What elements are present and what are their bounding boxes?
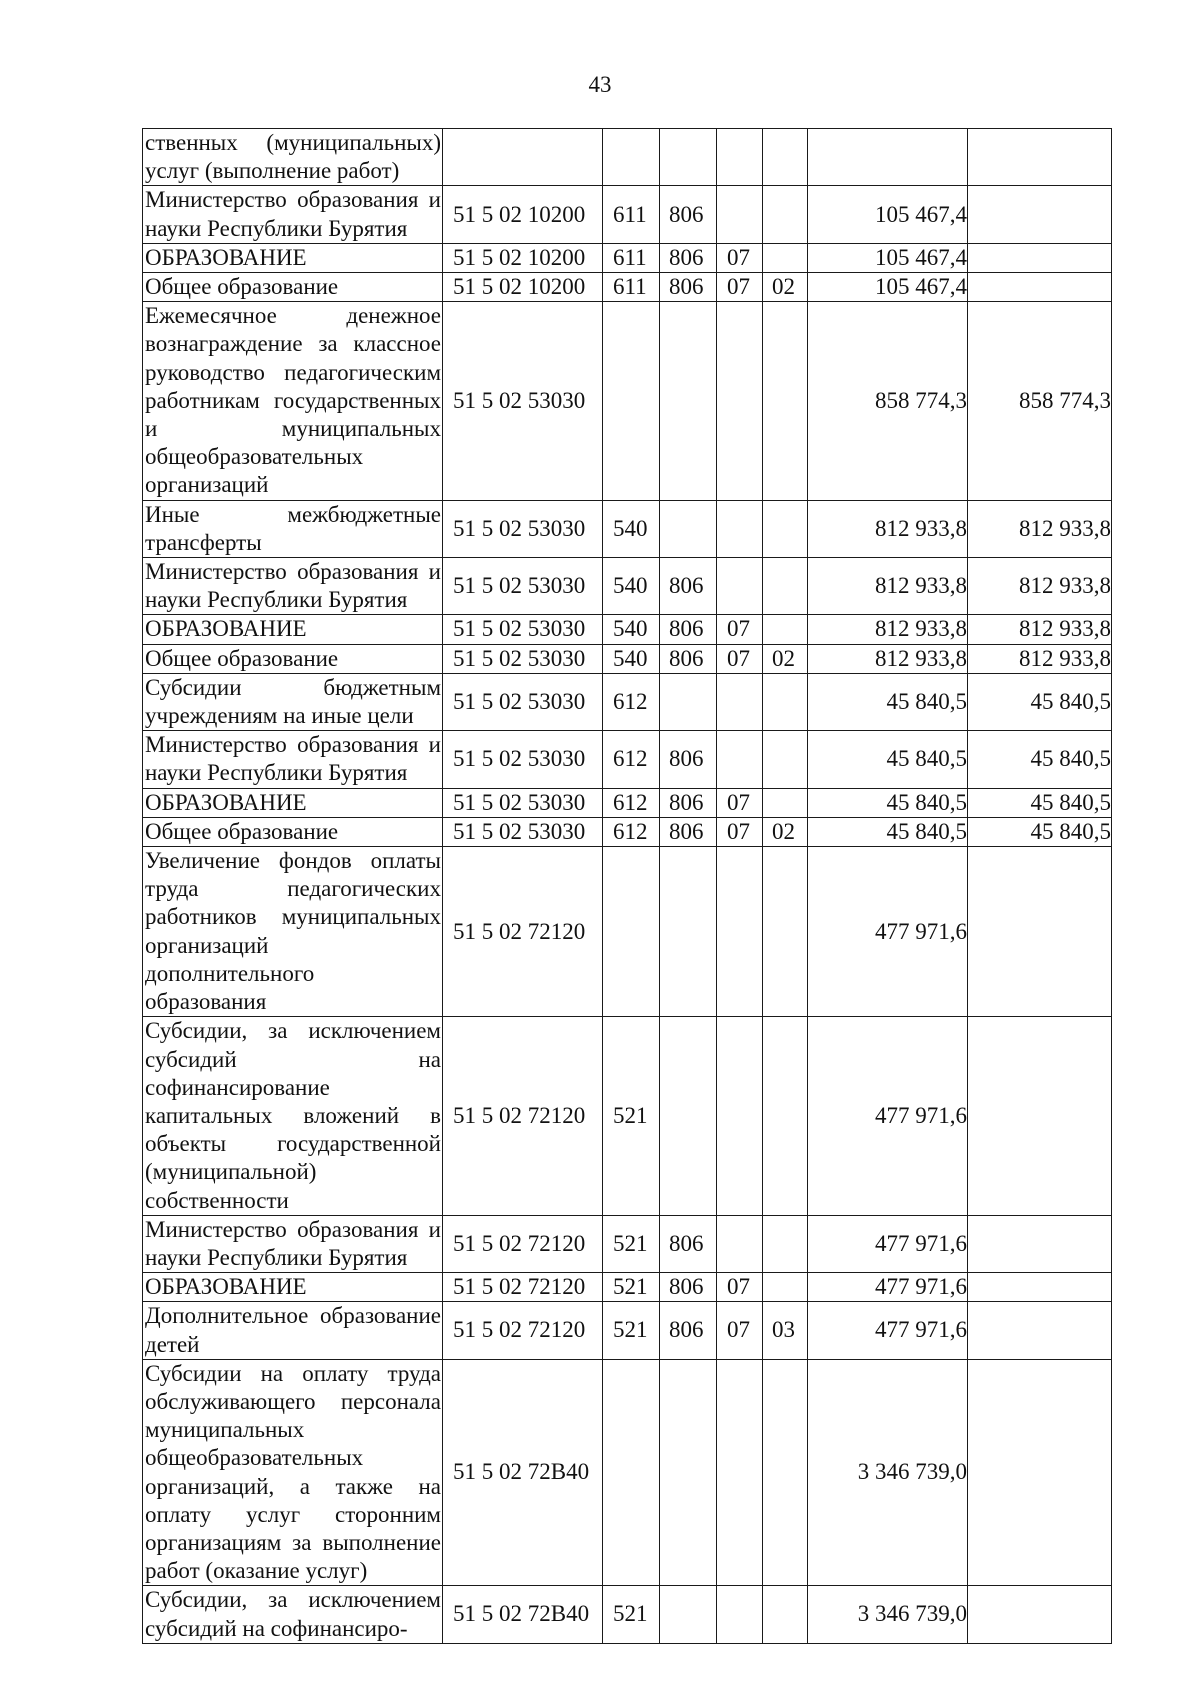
expense-type-cell: 521 <box>603 1215 660 1272</box>
federal-amount-cell: 45 840,5 <box>968 788 1112 817</box>
row-name-cell: ОБРАЗОВАНИЕ <box>143 788 443 817</box>
subsection-cell: 02 <box>763 644 808 673</box>
amount-cell: 858 774,3 <box>808 302 968 500</box>
chief-administrator-cell: 806 <box>660 788 717 817</box>
federal-amount-cell: 812 933,8 <box>968 500 1112 557</box>
expense-type-cell: 540 <box>603 500 660 557</box>
amount-cell: 812 933,8 <box>808 558 968 615</box>
amount-cell: 45 840,5 <box>808 731 968 788</box>
amount-cell: 812 933,8 <box>808 500 968 557</box>
expense-type-cell <box>603 129 660 186</box>
expense-type-cell <box>603 847 660 1017</box>
row-name-cell: Субсидии, за исключением субсидий на софинансиро- <box>143 1586 443 1643</box>
subsection-cell <box>763 1586 808 1643</box>
federal-amount-cell <box>968 273 1112 302</box>
expense-type-cell: 612 <box>603 788 660 817</box>
subsection-cell <box>763 615 808 644</box>
table-row <box>143 788 1112 817</box>
expense-type-cell: 611 <box>603 273 660 302</box>
table-row <box>143 243 1112 272</box>
federal-amount-cell: 812 933,8 <box>968 558 1112 615</box>
federal-amount-cell <box>968 1215 1112 1272</box>
chief-administrator-cell: 806 <box>660 1215 717 1272</box>
target-article-code-cell: 51 5 02 10200 <box>443 186 603 243</box>
target-article-code-cell: 51 5 02 72120 <box>443 847 603 1017</box>
expense-type-cell: 540 <box>603 644 660 673</box>
table-row <box>143 129 1112 186</box>
amount-cell: 45 840,5 <box>808 673 968 730</box>
federal-amount-cell <box>968 186 1112 243</box>
target-article-code-cell: 51 5 02 53030 <box>443 558 603 615</box>
section-cell <box>717 558 763 615</box>
table-row <box>143 817 1112 846</box>
subsection-cell <box>763 302 808 500</box>
chief-administrator-cell <box>660 129 717 186</box>
table-row <box>143 847 1112 1017</box>
chief-administrator-cell: 806 <box>660 615 717 644</box>
budget-table <box>142 128 1112 1644</box>
section-cell <box>717 673 763 730</box>
federal-amount-cell <box>968 1586 1112 1643</box>
federal-amount-cell <box>968 1359 1112 1586</box>
row-name-cell: Субсидии, за исключением субсидий на софинансирование капитальных вложений в объекты государственной (муниципальной) собственности <box>143 1017 443 1215</box>
amount-cell: 812 933,8 <box>808 615 968 644</box>
target-article-code-cell: 51 5 02 72В40 <box>443 1359 603 1586</box>
target-article-code-cell: 51 5 02 53030 <box>443 731 603 788</box>
subsection-cell: 03 <box>763 1302 808 1359</box>
chief-administrator-cell <box>660 1017 717 1215</box>
target-article-code-cell: 51 5 02 53030 <box>443 788 603 817</box>
federal-amount-cell <box>968 243 1112 272</box>
table-row <box>143 1359 1112 1586</box>
row-name-cell: Ежемесячное денежное вознаграждение за классное руководство педагогическим работникам государственных и муниципальных общеобразовательных организаций <box>143 302 443 500</box>
amount-cell: 105 467,4 <box>808 186 968 243</box>
chief-administrator-cell <box>660 302 717 500</box>
subsection-cell <box>763 500 808 557</box>
amount-cell: 477 971,6 <box>808 1273 968 1302</box>
expense-type-cell <box>603 1359 660 1586</box>
amount-cell: 477 971,6 <box>808 1017 968 1215</box>
section-cell <box>717 1215 763 1272</box>
target-article-code-cell: 51 5 02 10200 <box>443 273 603 302</box>
target-article-code-cell: 51 5 02 53030 <box>443 817 603 846</box>
row-name-cell: ОБРАЗОВАНИЕ <box>143 615 443 644</box>
expense-type-cell: 611 <box>603 243 660 272</box>
section-cell <box>717 500 763 557</box>
subsection-cell <box>763 558 808 615</box>
chief-administrator-cell: 806 <box>660 1273 717 1302</box>
subsection-cell <box>763 847 808 1017</box>
amount-cell: 3 346 739,0 <box>808 1586 968 1643</box>
subsection-cell <box>763 673 808 730</box>
row-name-cell: Министерство образования и науки Республики Бурятия <box>143 186 443 243</box>
page-number: 43 <box>588 72 612 97</box>
chief-administrator-cell: 806 <box>660 1302 717 1359</box>
table-row <box>143 615 1112 644</box>
table-row <box>143 186 1112 243</box>
expense-type-cell: 611 <box>603 186 660 243</box>
row-name-cell: ственных (муниципальных) услуг (выполнение работ) <box>143 129 443 186</box>
expense-type-cell: 612 <box>603 731 660 788</box>
section-cell <box>717 847 763 1017</box>
section-cell <box>717 1586 763 1643</box>
section-cell: 07 <box>717 243 763 272</box>
expense-type-cell <box>603 302 660 500</box>
amount-cell: 477 971,6 <box>808 847 968 1017</box>
section-cell <box>717 1359 763 1586</box>
expense-type-cell: 540 <box>603 558 660 615</box>
expense-type-cell: 521 <box>603 1586 660 1643</box>
target-article-code-cell: 51 5 02 53030 <box>443 673 603 730</box>
federal-amount-cell <box>968 1302 1112 1359</box>
target-article-code-cell <box>443 129 603 186</box>
table-row <box>143 1215 1112 1272</box>
row-name-cell: Иные межбюджетные трансферты <box>143 500 443 557</box>
federal-amount-cell <box>968 847 1112 1017</box>
subsection-cell: 02 <box>763 273 808 302</box>
federal-amount-cell <box>968 129 1112 186</box>
section-cell: 07 <box>717 644 763 673</box>
subsection-cell <box>763 243 808 272</box>
federal-amount-cell: 812 933,8 <box>968 644 1112 673</box>
target-article-code-cell: 51 5 02 72120 <box>443 1273 603 1302</box>
row-name-cell: Общее образование <box>143 817 443 846</box>
federal-amount-cell: 858 774,3 <box>968 302 1112 500</box>
target-article-code-cell: 51 5 02 53030 <box>443 302 603 500</box>
expense-type-cell: 521 <box>603 1017 660 1215</box>
amount-cell: 105 467,4 <box>808 243 968 272</box>
expense-type-cell: 540 <box>603 615 660 644</box>
chief-administrator-cell: 806 <box>660 186 717 243</box>
target-article-code-cell: 51 5 02 10200 <box>443 243 603 272</box>
row-name-cell: Министерство образования и науки Республики Бурятия <box>143 558 443 615</box>
table-row <box>143 731 1112 788</box>
subsection-cell: 02 <box>763 817 808 846</box>
chief-administrator-cell: 806 <box>660 558 717 615</box>
target-article-code-cell: 51 5 02 53030 <box>443 500 603 557</box>
target-article-code-cell: 51 5 02 53030 <box>443 644 603 673</box>
target-article-code-cell: 51 5 02 72120 <box>443 1302 603 1359</box>
table-row <box>143 1302 1112 1359</box>
chief-administrator-cell <box>660 673 717 730</box>
row-name-cell: Министерство образования и науки Республики Бурятия <box>143 1215 443 1272</box>
section-cell: 07 <box>717 273 763 302</box>
federal-amount-cell: 45 840,5 <box>968 731 1112 788</box>
row-name-cell: ОБРАЗОВАНИЕ <box>143 243 443 272</box>
target-article-code-cell: 51 5 02 72120 <box>443 1017 603 1215</box>
subsection-cell <box>763 788 808 817</box>
section-cell: 07 <box>717 817 763 846</box>
subsection-cell <box>763 1215 808 1272</box>
amount-cell: 45 840,5 <box>808 788 968 817</box>
section-cell: 07 <box>717 788 763 817</box>
amount-cell: 105 467,4 <box>808 273 968 302</box>
section-cell <box>717 186 763 243</box>
chief-administrator-cell: 806 <box>660 273 717 302</box>
row-name-cell: Субсидии бюджетным учреждениям на иные цели <box>143 673 443 730</box>
amount-cell: 477 971,6 <box>808 1215 968 1272</box>
chief-administrator-cell <box>660 500 717 557</box>
table-row <box>143 673 1112 730</box>
amount-cell: 812 933,8 <box>808 644 968 673</box>
amount-cell: 477 971,6 <box>808 1302 968 1359</box>
section-cell <box>717 129 763 186</box>
table-row <box>143 558 1112 615</box>
target-article-code-cell: 51 5 02 72В40 <box>443 1586 603 1643</box>
amount-cell <box>808 129 968 186</box>
amount-cell: 3 346 739,0 <box>808 1359 968 1586</box>
table-row <box>143 273 1112 302</box>
row-name-cell: Дополнительное образование детей <box>143 1302 443 1359</box>
table-row <box>143 1017 1112 1215</box>
federal-amount-cell: 45 840,5 <box>968 817 1112 846</box>
subsection-cell <box>763 1359 808 1586</box>
chief-administrator-cell: 806 <box>660 731 717 788</box>
target-article-code-cell: 51 5 02 53030 <box>443 615 603 644</box>
federal-amount-cell <box>968 1273 1112 1302</box>
subsection-cell <box>763 129 808 186</box>
subsection-cell <box>763 731 808 788</box>
chief-administrator-cell <box>660 847 717 1017</box>
federal-amount-cell: 45 840,5 <box>968 673 1112 730</box>
target-article-code-cell: 51 5 02 72120 <box>443 1215 603 1272</box>
row-name-cell: ОБРАЗОВАНИЕ <box>143 1273 443 1302</box>
subsection-cell <box>763 1017 808 1215</box>
expense-type-cell: 521 <box>603 1302 660 1359</box>
chief-administrator-cell <box>660 1586 717 1643</box>
chief-administrator-cell: 806 <box>660 644 717 673</box>
section-cell: 07 <box>717 615 763 644</box>
table-row <box>143 1586 1112 1643</box>
section-cell: 07 <box>717 1302 763 1359</box>
row-name-cell: Министерство образования и науки Республики Бурятия <box>143 731 443 788</box>
expense-type-cell: 612 <box>603 673 660 730</box>
section-cell <box>717 731 763 788</box>
federal-amount-cell <box>968 1017 1112 1215</box>
subsection-cell <box>763 186 808 243</box>
expense-type-cell: 612 <box>603 817 660 846</box>
chief-administrator-cell: 806 <box>660 243 717 272</box>
section-cell: 07 <box>717 1273 763 1302</box>
row-name-cell: Общее образование <box>143 644 443 673</box>
section-cell <box>717 1017 763 1215</box>
federal-amount-cell: 812 933,8 <box>968 615 1112 644</box>
table-row <box>143 1273 1112 1302</box>
table-row <box>143 302 1112 500</box>
row-name-cell: Общее образование <box>143 273 443 302</box>
chief-administrator-cell: 806 <box>660 817 717 846</box>
row-name-cell: Увеличение фондов оплаты труда педагогических работников муниципальных организаций дополнительного образования <box>143 847 443 1017</box>
amount-cell: 45 840,5 <box>808 817 968 846</box>
expense-type-cell: 521 <box>603 1273 660 1302</box>
subsection-cell <box>763 1273 808 1302</box>
row-name-cell: Субсидии на оплату труда обслуживающего персонала муниципальных общеобразовательных организаций, а также на оплату услуг сторонним организациям за выполнение работ (оказание услуг) <box>143 1359 443 1586</box>
table-row <box>143 500 1112 557</box>
table-row <box>143 644 1112 673</box>
chief-administrator-cell <box>660 1359 717 1586</box>
section-cell <box>717 302 763 500</box>
